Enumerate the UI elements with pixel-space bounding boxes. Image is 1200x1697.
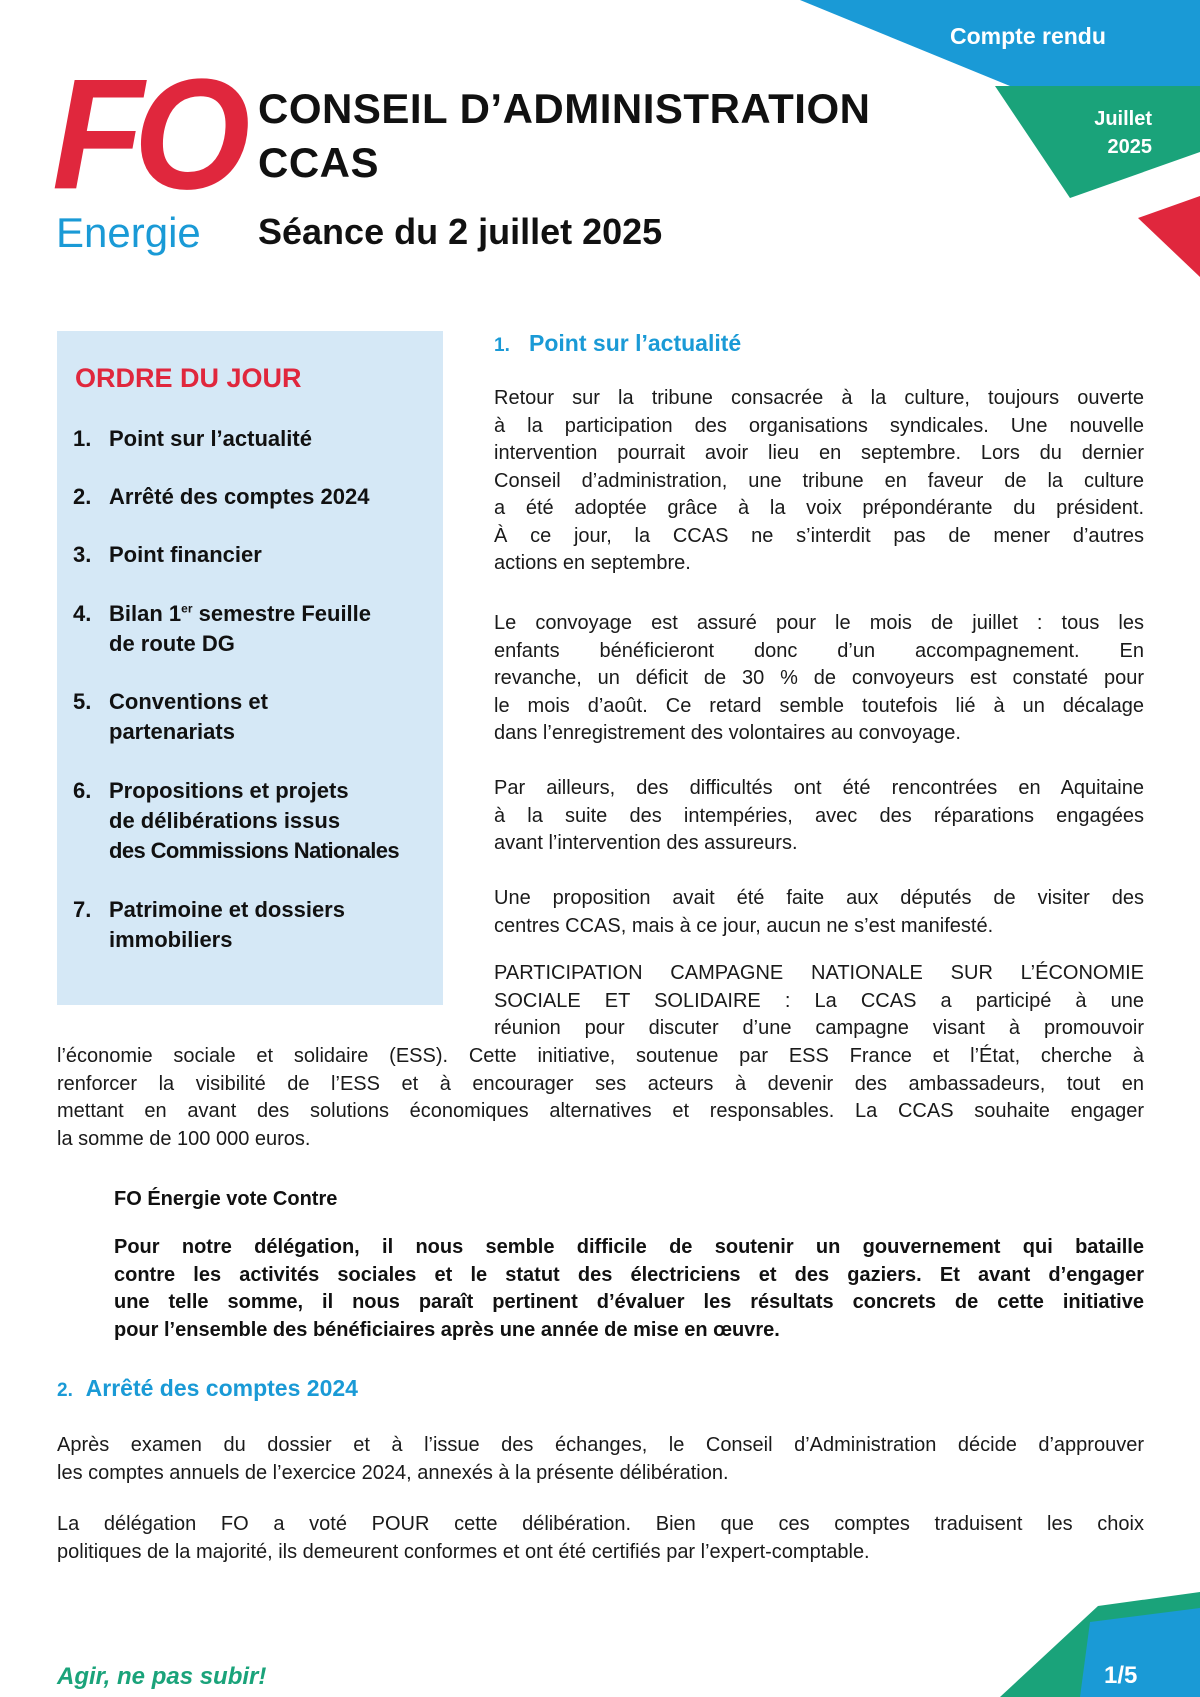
text-line: a été adoptée grâce à la voix prépondérante du président.: [494, 497, 1144, 519]
text-line: une telle somme, il nous paraît pertinent d’évaluer les résultats concrets de cette initiative: [114, 1291, 1144, 1313]
text-line: les comptes annuels de l’exercice 2024, annexés à la présente délibération.: [57, 1461, 729, 1484]
agenda-item-label: Bilan 1er semestre Feuille: [109, 601, 372, 626]
text-line: Pour notre délégation, il nous semble difficile de soutenir un gouvernement qui bataille: [114, 1236, 1144, 1258]
text-line: revanche, un déficit de 30 % de convoyeurs est constaté pour: [494, 667, 1144, 689]
text-line: À ce jour, la CCAS ne s’interdit pas de mener d’autres: [494, 524, 1144, 547]
agenda-item-label: Propositions et projets: [109, 778, 349, 803]
logo-energie-text: Energie: [56, 209, 201, 256]
agenda-item-number: 5.: [73, 689, 92, 714]
text-line: mettant en avant des solutions économiques alternatives et responsables. La CCAS souhaite engager: [57, 1100, 1144, 1122]
paragraph: [494, 885, 1144, 940]
agenda-item-label: Point financier: [109, 542, 262, 567]
text-line: réunion pour discuter d’une campagne visant à promouvoir: [494, 1017, 1144, 1039]
fo-energie-logo: [52, 45, 241, 256]
text-line: à la suite des intempéries, avec des réparations engagées: [494, 804, 1144, 827]
section-title: Point sur l’actualité: [529, 330, 742, 356]
section-1-heading: [494, 330, 741, 357]
paragraph: [494, 610, 1144, 748]
section-title: Arrêté des comptes 2024: [85, 1375, 358, 1401]
text-line: renforcer la visibilité de l’ESS et à encourager ses acteurs à devenir des ambassadeurs, tout en: [57, 1072, 1144, 1095]
text-line: Après examen du dossier et à l’issue des échanges, le Conseil d’Administration décide d’approuver: [57, 1434, 1144, 1456]
text-line: l’économie sociale et solidaire (ESS). Cette initiative, soutenue par ESS France et l’État, cherche à: [57, 1045, 1144, 1067]
text-line: enfants bénéficieront donc d’un accompagnement. En: [494, 639, 1144, 662]
text-line: à la participation des organisations syndicales. Une nouvelle: [494, 414, 1144, 437]
document-date-tag: [1050, 105, 1152, 161]
agenda-item-number: 7.: [73, 897, 92, 922]
agenda-item-number: 1.: [73, 426, 92, 451]
document-year: 2025: [1107, 136, 1152, 158]
agenda-item-label: Arrêté des comptes 2024: [109, 484, 370, 509]
text-line: politiques de la majorité, ils demeurent conformes et ont été certifiés par l’expert-comptable.: [57, 1540, 870, 1563]
agenda-item-label: de délibérations issus: [109, 808, 341, 833]
page-title: [258, 82, 978, 190]
agenda-item-label: partenariats: [109, 719, 235, 744]
corner-red-triangle: [1138, 196, 1200, 277]
page-title-line: CCAS: [258, 139, 380, 186]
agenda-item-number: 6.: [73, 778, 92, 803]
text-line: SOCIALE ET SOLIDAIRE : La CCAS a participé à une: [494, 989, 1144, 1012]
footer-blue-band: [1080, 1608, 1200, 1697]
text-line: actions en septembre.: [494, 552, 691, 574]
paragraph: [57, 1511, 1144, 1566]
paragraph: [57, 1043, 1144, 1153]
paragraph: [494, 960, 1144, 1043]
agenda-item-label: Point sur l’actualité: [109, 426, 312, 451]
agenda-item-label: de route DG: [109, 631, 235, 656]
paragraph: [57, 1432, 1144, 1487]
session-date: Séance du 2 juillet 2025: [258, 211, 663, 252]
text-line: Conseil d’administration, une tribune en faveur de la culture: [494, 469, 1144, 492]
text-line: Par ailleurs, des difficultés ont été rencontrées en Aquitaine: [494, 777, 1144, 799]
text-line: centres CCAS, mais à ce jour, aucun ne s’est manifesté.: [494, 914, 994, 937]
agenda-title: ORDRE DU JOUR: [75, 363, 302, 393]
section-number: 1.: [494, 335, 510, 356]
document-type-tag: Compte rendu: [950, 23, 1106, 49]
agenda-box: [57, 331, 443, 1005]
agenda-item-label: Conventions et: [109, 689, 268, 714]
text-line: contre les activités sociales et le statut des électriciens et des gaziers. Et avant d’engager: [114, 1263, 1144, 1286]
vote-label: FO Énergie vote Contre: [114, 1188, 338, 1210]
text-line: avant l’intervention des assureurs.: [494, 832, 798, 854]
paragraph: [494, 775, 1144, 858]
agenda-item-number: 2.: [73, 484, 92, 509]
document-month: Juillet: [1094, 108, 1152, 130]
paragraph: [494, 385, 1144, 578]
section-2-heading: [57, 1375, 358, 1402]
text-line: intervention pourrait avoir lieu en septembre. Lors du dernier: [494, 442, 1144, 464]
agenda-item-number: 4.: [73, 601, 92, 626]
agenda-item-label: Patrimoine et dossiers: [109, 897, 345, 922]
agenda-item-number: 3.: [73, 542, 92, 567]
text-line: PARTICIPATION CAMPAGNE NATIONALE SUR L’ÉCONOMIE: [494, 962, 1144, 984]
text-line: Retour sur la tribune consacrée à la culture, toujours ouverte: [494, 387, 1144, 409]
text-line: Le convoyage est assuré pour le mois de juillet : tous les: [494, 612, 1144, 634]
text-line: la somme de 100 000 euros.: [57, 1127, 311, 1150]
text-line: Une proposition avait été faite aux députés de visiter des: [494, 887, 1144, 909]
agenda-item-label: des Commissions Nationales: [109, 838, 400, 863]
footer-slogan: Agir, ne pas subir!: [57, 1663, 267, 1690]
page-number: 1/5: [1104, 1662, 1138, 1689]
logo-fo-text: FO: [52, 45, 241, 222]
text-line: La délégation FO a voté POUR cette délibération. Bien que ces comptes traduisent les choix: [57, 1513, 1144, 1535]
text-line: le mois d’août. Ce retard semble toutefois lié à un décalage: [494, 694, 1144, 717]
vote-explanation: [114, 1234, 1144, 1344]
section-number: 2.: [57, 1380, 73, 1401]
text-line: dans l’enregistrement des volontaires au convoyage.: [494, 722, 961, 744]
text-line: pour l’ensemble des bénéficiaires après une année de mise en œuvre.: [114, 1318, 780, 1341]
page-title-line: CONSEIL D’ADMINISTRATION: [258, 85, 871, 132]
agenda-item-label: immobiliers: [109, 927, 233, 952]
